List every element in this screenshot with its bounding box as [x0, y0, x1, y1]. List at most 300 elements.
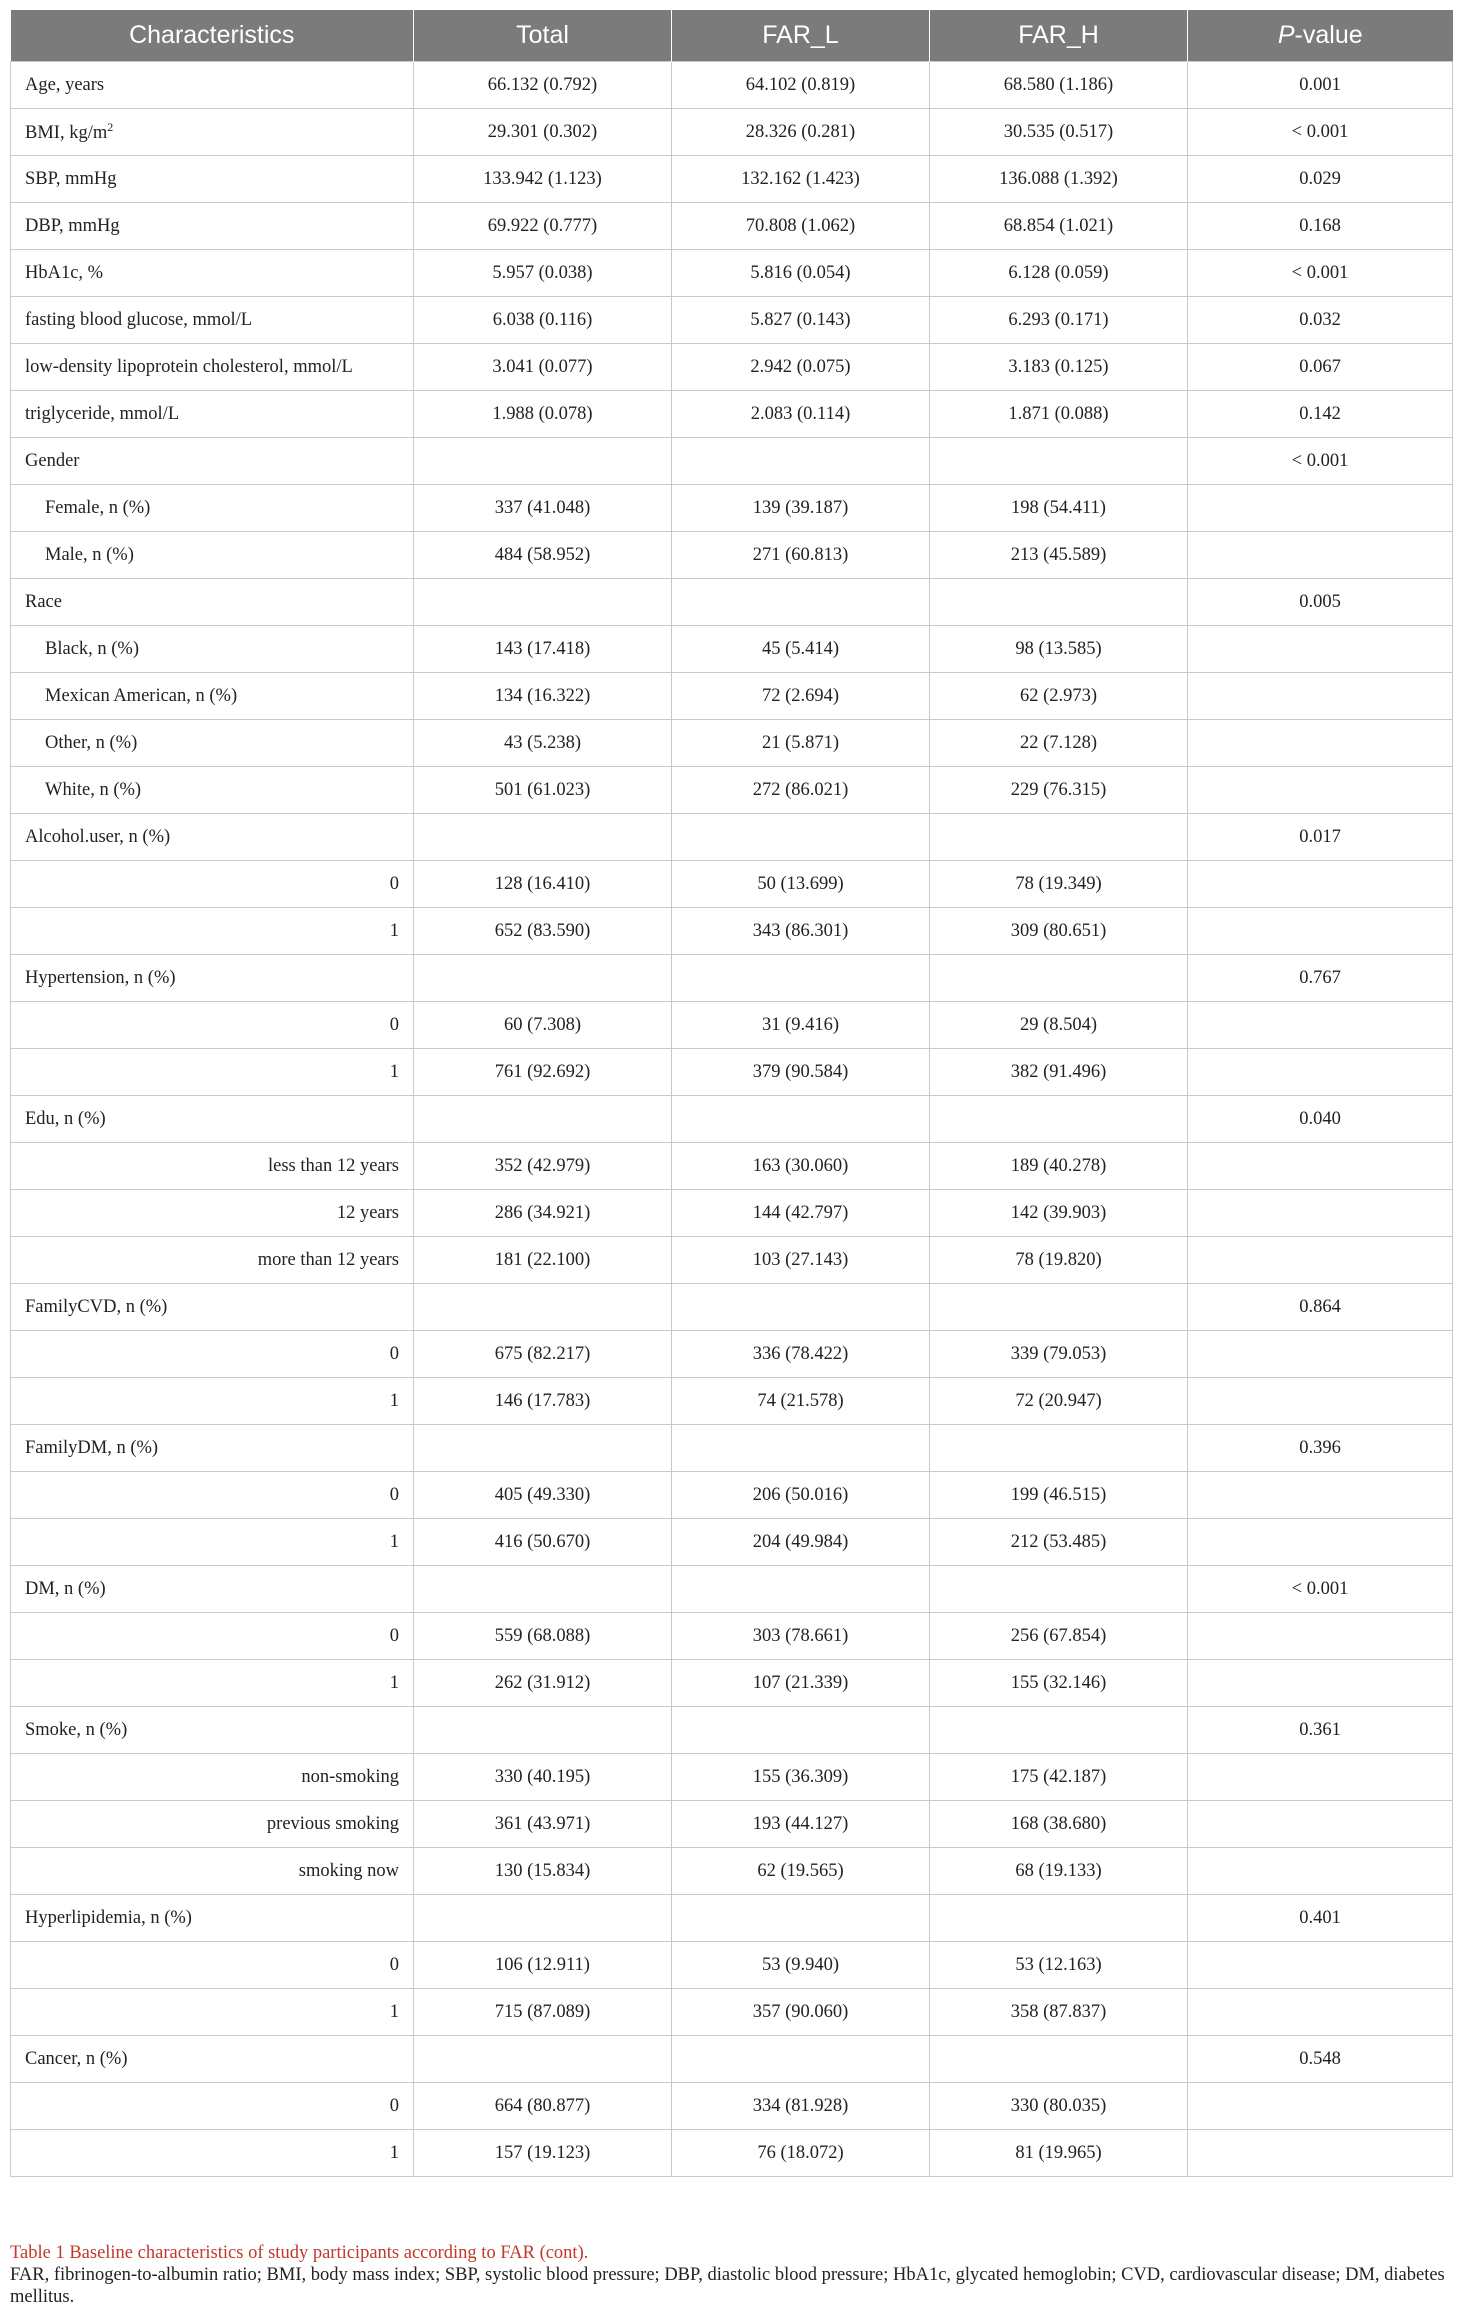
table-row — [11, 297, 1453, 344]
cell-total: 675 (82.217) — [414, 1331, 672, 1378]
cell-p-value — [1188, 1942, 1453, 1989]
row-label-text: 1 — [389, 1672, 399, 1693]
cell-far-l: 163 (30.060) — [672, 1143, 930, 1190]
row-label — [11, 2036, 414, 2083]
cell-p-value: < 0.001 — [1188, 250, 1453, 297]
cell-p-value: 0.005 — [1188, 579, 1453, 626]
header-p-rest: -value — [1294, 21, 1363, 49]
cell-far-l: 74 (21.578) — [672, 1378, 930, 1425]
row-label — [11, 1519, 414, 1566]
cell-far-l: 45 (5.414) — [672, 626, 930, 673]
table-row — [11, 1002, 1453, 1049]
row-label — [11, 1989, 414, 2036]
row-label-text: 1 — [389, 2001, 399, 2022]
cell-total — [414, 1096, 672, 1143]
table-row — [11, 1096, 1453, 1143]
cell-total: 66.132 (0.792) — [414, 62, 672, 109]
cell-far-h: 98 (13.585) — [930, 626, 1188, 673]
cell-total — [414, 1284, 672, 1331]
row-label-text: less than 12 years — [267, 1155, 399, 1176]
row-label-text: 0 — [389, 1014, 399, 1035]
cell-far-h: 29 (8.504) — [930, 1002, 1188, 1049]
table-row — [11, 1049, 1453, 1096]
cell-p-value — [1188, 1143, 1453, 1190]
cell-far-h — [930, 955, 1188, 1002]
table-row — [11, 1331, 1453, 1378]
cell-far-h: 213 (45.589) — [930, 532, 1188, 579]
cell-total — [414, 1895, 672, 1942]
cell-far-h: 358 (87.837) — [930, 1989, 1188, 2036]
cell-total: 361 (43.971) — [414, 1801, 672, 1848]
table-row — [11, 1895, 1453, 1942]
cell-far-l: 271 (60.813) — [672, 532, 930, 579]
cell-total: 60 (7.308) — [414, 1002, 672, 1049]
row-label-text: FamilyDM, n (%) — [25, 1437, 159, 1458]
table-row — [11, 1801, 1453, 1848]
row-label — [11, 626, 414, 673]
cell-far-h: 6.293 (0.171) — [930, 297, 1188, 344]
row-label-sup: 2 — [107, 119, 114, 134]
row-label-text: Alcohol.user, n (%) — [25, 826, 171, 847]
cell-far-l: 21 (5.871) — [672, 720, 930, 767]
cell-far-h: 199 (46.515) — [930, 1472, 1188, 1519]
cell-total: 6.038 (0.116) — [414, 297, 672, 344]
cell-far-l: 334 (81.928) — [672, 2083, 930, 2130]
row-label — [11, 1190, 414, 1237]
row-label-text: more than 12 years — [257, 1249, 399, 1270]
table-row — [11, 109, 1453, 156]
table-row — [11, 720, 1453, 767]
row-label — [11, 1049, 414, 1096]
cell-total — [414, 955, 672, 1002]
cell-far-l — [672, 438, 930, 485]
cell-far-h: 72 (20.947) — [930, 1378, 1188, 1425]
row-label — [11, 767, 414, 814]
cell-far-h — [930, 1425, 1188, 1472]
cell-total: 146 (17.783) — [414, 1378, 672, 1425]
table-row — [11, 156, 1453, 203]
cell-total: 664 (80.877) — [414, 2083, 672, 2130]
cell-total: 157 (19.123) — [414, 2130, 672, 2177]
cell-far-h: 229 (76.315) — [930, 767, 1188, 814]
table-caption — [10, 2242, 1452, 2308]
row-label — [11, 1096, 414, 1143]
cell-far-h: 136.088 (1.392) — [930, 156, 1188, 203]
cell-far-h: 330 (80.035) — [930, 2083, 1188, 2130]
cell-p-value — [1188, 532, 1453, 579]
cell-far-h — [930, 438, 1188, 485]
row-label-text: 1 — [389, 2142, 399, 2163]
table-row — [11, 1284, 1453, 1331]
cell-far-h: 189 (40.278) — [930, 1143, 1188, 1190]
cell-p-value: 0.168 — [1188, 203, 1453, 250]
table-row — [11, 1425, 1453, 1472]
cell-far-h — [930, 1895, 1188, 1942]
cell-far-l: 206 (50.016) — [672, 1472, 930, 1519]
cell-far-l: 272 (86.021) — [672, 767, 930, 814]
row-label — [11, 1002, 414, 1049]
cell-far-l: 303 (78.661) — [672, 1613, 930, 1660]
table-row — [11, 1190, 1453, 1237]
cell-p-value — [1188, 1801, 1453, 1848]
cell-total: 106 (12.911) — [414, 1942, 672, 1989]
cell-p-value — [1188, 673, 1453, 720]
row-label — [11, 297, 414, 344]
row-label-text: previous smoking — [266, 1813, 399, 1834]
row-label — [11, 485, 414, 532]
cell-total: 715 (87.089) — [414, 1989, 672, 2036]
row-label-text: Other, n (%) — [45, 732, 138, 753]
cell-far-l — [672, 1895, 930, 1942]
cell-total: 128 (16.410) — [414, 861, 672, 908]
cell-p-value: < 0.001 — [1188, 438, 1453, 485]
cell-total: 1.988 (0.078) — [414, 391, 672, 438]
cell-p-value — [1188, 1989, 1453, 2036]
table-row — [11, 1942, 1453, 1989]
row-label-text: Race — [25, 591, 62, 612]
cell-far-h: 198 (54.411) — [930, 485, 1188, 532]
row-label-text: non-smoking — [301, 1766, 399, 1787]
table-row — [11, 2083, 1453, 2130]
cell-total: 43 (5.238) — [414, 720, 672, 767]
cell-far-h: 81 (19.965) — [930, 2130, 1188, 2177]
cell-far-l: 139 (39.187) — [672, 485, 930, 532]
cell-far-l — [672, 2036, 930, 2083]
table-row — [11, 344, 1453, 391]
cell-total: 286 (34.921) — [414, 1190, 672, 1237]
cell-far-l: 132.162 (1.423) — [672, 156, 930, 203]
row-label-text: Cancer, n (%) — [25, 2048, 128, 2069]
row-label — [11, 955, 414, 1002]
table-body — [11, 62, 1453, 2177]
cell-far-l — [672, 955, 930, 1002]
cell-p-value — [1188, 485, 1453, 532]
cell-far-l — [672, 1284, 930, 1331]
table-row — [11, 861, 1453, 908]
row-label — [11, 1143, 414, 1190]
cell-far-h: 78 (19.820) — [930, 1237, 1188, 1284]
row-label — [11, 1942, 414, 1989]
cell-total: 330 (40.195) — [414, 1754, 672, 1801]
cell-total — [414, 1425, 672, 1472]
row-label-text: 12 years — [336, 1202, 399, 1223]
header-row — [11, 10, 1453, 62]
row-label-text: 0 — [389, 1484, 399, 1505]
cell-far-h: 6.128 (0.059) — [930, 250, 1188, 297]
cell-p-value — [1188, 2130, 1453, 2177]
table-row — [11, 2036, 1453, 2083]
table-row — [11, 1754, 1453, 1801]
row-label-text: Male, n (%) — [45, 544, 134, 565]
cell-far-l: 2.942 (0.075) — [672, 344, 930, 391]
cell-far-l: 70.808 (1.062) — [672, 203, 930, 250]
table-row — [11, 2130, 1453, 2177]
row-label — [11, 814, 414, 861]
cell-p-value: 0.767 — [1188, 955, 1453, 1002]
row-label-text: BMI, kg/m — [25, 123, 108, 144]
table-row — [11, 203, 1453, 250]
cell-p-value — [1188, 1049, 1453, 1096]
row-label — [11, 250, 414, 297]
cell-far-l: 72 (2.694) — [672, 673, 930, 720]
table-row — [11, 1989, 1453, 2036]
cell-far-h: 175 (42.187) — [930, 1754, 1188, 1801]
cell-total: 134 (16.322) — [414, 673, 672, 720]
row-label — [11, 62, 414, 109]
table-row — [11, 1378, 1453, 1425]
row-label — [11, 344, 414, 391]
cell-far-h: 256 (67.854) — [930, 1613, 1188, 1660]
cell-far-l — [672, 814, 930, 861]
row-label-text: Hyperlipidemia, n (%) — [25, 1907, 192, 1928]
row-label-text: Smoke, n (%) — [25, 1719, 128, 1740]
baseline-table — [10, 10, 1452, 2177]
cell-p-value: 0.864 — [1188, 1284, 1453, 1331]
row-label-text: Gender — [25, 450, 80, 471]
cell-p-value: 0.067 — [1188, 344, 1453, 391]
table-row — [11, 1237, 1453, 1284]
cell-far-h: 30.535 (0.517) — [930, 109, 1188, 156]
header-characteristics: Characteristics — [11, 10, 414, 62]
cell-far-l: 107 (21.339) — [672, 1660, 930, 1707]
cell-total: 484 (58.952) — [414, 532, 672, 579]
row-label-text: 1 — [389, 1531, 399, 1552]
cell-far-h: 212 (53.485) — [930, 1519, 1188, 1566]
cell-total — [414, 1707, 672, 1754]
table-row — [11, 532, 1453, 579]
cell-far-h: 78 (19.349) — [930, 861, 1188, 908]
cell-far-h — [930, 2036, 1188, 2083]
cell-far-h: 142 (39.903) — [930, 1190, 1188, 1237]
table-row — [11, 1519, 1453, 1566]
cell-total — [414, 1566, 672, 1613]
table-row — [11, 1143, 1453, 1190]
cell-total: 761 (92.692) — [414, 1049, 672, 1096]
cell-far-h — [930, 1096, 1188, 1143]
cell-p-value: 0.040 — [1188, 1096, 1453, 1143]
cell-total: 405 (49.330) — [414, 1472, 672, 1519]
table-row — [11, 391, 1453, 438]
cell-far-l: 103 (27.143) — [672, 1237, 930, 1284]
cell-p-value: 0.029 — [1188, 156, 1453, 203]
row-label — [11, 720, 414, 767]
cell-p-value: 0.361 — [1188, 1707, 1453, 1754]
cell-far-h: 62 (2.973) — [930, 673, 1188, 720]
cell-far-l: 31 (9.416) — [672, 1002, 930, 1049]
cell-far-l: 64.102 (0.819) — [672, 62, 930, 109]
cell-far-l — [672, 1707, 930, 1754]
cell-far-l: 343 (86.301) — [672, 908, 930, 955]
row-label-text: Hypertension, n (%) — [25, 967, 176, 988]
cell-p-value: 0.548 — [1188, 2036, 1453, 2083]
row-label-text: 0 — [389, 1343, 399, 1364]
row-label-text: FamilyCVD, n (%) — [25, 1296, 168, 1317]
cell-p-value — [1188, 1472, 1453, 1519]
cell-far-l: 53 (9.940) — [672, 1942, 930, 1989]
table-row — [11, 1613, 1453, 1660]
row-label-text: Age, years — [25, 74, 105, 95]
table-row — [11, 814, 1453, 861]
cell-total: 262 (31.912) — [414, 1660, 672, 1707]
table-row — [11, 955, 1453, 1002]
row-label — [11, 2083, 414, 2130]
cell-p-value — [1188, 1660, 1453, 1707]
cell-total — [414, 814, 672, 861]
row-label-text: 1 — [389, 920, 399, 941]
cell-total: 69.922 (0.777) — [414, 203, 672, 250]
cell-p-value — [1188, 1190, 1453, 1237]
cell-total: 501 (61.023) — [414, 767, 672, 814]
row-label — [11, 579, 414, 626]
row-label-text: 0 — [389, 873, 399, 894]
cell-far-l: 193 (44.127) — [672, 1801, 930, 1848]
table-row — [11, 767, 1453, 814]
data-table — [10, 10, 1453, 2177]
cell-far-l: 50 (13.699) — [672, 861, 930, 908]
row-label — [11, 391, 414, 438]
row-label — [11, 1754, 414, 1801]
table-row — [11, 673, 1453, 720]
cell-total: 337 (41.048) — [414, 485, 672, 532]
cell-p-value — [1188, 1331, 1453, 1378]
cell-p-value — [1188, 1378, 1453, 1425]
cell-far-h: 53 (12.163) — [930, 1942, 1188, 1989]
row-label — [11, 109, 414, 156]
row-label-text: fasting blood glucose, mmol/L — [25, 309, 253, 330]
cell-p-value — [1188, 626, 1453, 673]
row-label-text: smoking now — [298, 1860, 399, 1881]
cell-far-h — [930, 1566, 1188, 1613]
cell-p-value — [1188, 2083, 1453, 2130]
row-label — [11, 1425, 414, 1472]
header-far-l: FAR_L — [672, 10, 930, 62]
row-label-text: White, n (%) — [45, 779, 142, 800]
cell-p-value — [1188, 1613, 1453, 1660]
cell-p-value: < 0.001 — [1188, 1566, 1453, 1613]
row-label-text: Mexican American, n (%) — [45, 685, 238, 706]
cell-p-value — [1188, 1237, 1453, 1284]
row-label — [11, 1801, 414, 1848]
cell-p-value: 0.401 — [1188, 1895, 1453, 1942]
cell-total: 652 (83.590) — [414, 908, 672, 955]
cell-far-l — [672, 1566, 930, 1613]
table-row — [11, 579, 1453, 626]
caption-note: FAR, fibrinogen-to-albumin ratio; BMI, body mass index; SBP, systolic blood pressure; DBP, diastolic blood pressure; HbA1c, glycated hemoglobin; CVD, cardiovascular disease; DM, diabetes mellitus. — [10, 2265, 1445, 2307]
row-label — [11, 1237, 414, 1284]
header-total: Total — [414, 10, 672, 62]
table-row — [11, 908, 1453, 955]
cell-p-value: 0.001 — [1188, 62, 1453, 109]
header-p-italic: P — [1277, 21, 1295, 49]
cell-far-h: 339 (79.053) — [930, 1331, 1188, 1378]
cell-far-h: 1.871 (0.088) — [930, 391, 1188, 438]
cell-far-l: 62 (19.565) — [672, 1848, 930, 1895]
cell-far-h: 382 (91.496) — [930, 1049, 1188, 1096]
row-label-text: 0 — [389, 1625, 399, 1646]
table-row — [11, 438, 1453, 485]
cell-far-l: 144 (42.797) — [672, 1190, 930, 1237]
cell-total: 133.942 (1.123) — [414, 156, 672, 203]
cell-far-l: 76 (18.072) — [672, 2130, 930, 2177]
table-row — [11, 250, 1453, 297]
cell-far-h: 68.854 (1.021) — [930, 203, 1188, 250]
cell-far-h — [930, 579, 1188, 626]
cell-p-value — [1188, 767, 1453, 814]
cell-total: 143 (17.418) — [414, 626, 672, 673]
cell-p-value — [1188, 720, 1453, 767]
row-label — [11, 1848, 414, 1895]
cell-far-l: 5.827 (0.143) — [672, 297, 930, 344]
cell-p-value — [1188, 1848, 1453, 1895]
table-row — [11, 1472, 1453, 1519]
cell-p-value — [1188, 1519, 1453, 1566]
cell-p-value — [1188, 908, 1453, 955]
cell-far-h: 309 (80.651) — [930, 908, 1188, 955]
cell-far-l: 357 (90.060) — [672, 1989, 930, 2036]
table-row — [11, 1566, 1453, 1613]
row-label-text: SBP, mmHg — [25, 168, 117, 189]
cell-p-value — [1188, 1754, 1453, 1801]
row-label-text: Female, n (%) — [45, 497, 151, 518]
row-label-text: Edu, n (%) — [25, 1108, 106, 1129]
cell-p-value: 0.017 — [1188, 814, 1453, 861]
row-label — [11, 1895, 414, 1942]
row-label-text: 0 — [389, 2095, 399, 2116]
row-label — [11, 908, 414, 955]
row-label-text: DBP, mmHg — [25, 215, 120, 236]
cell-total: 416 (50.670) — [414, 1519, 672, 1566]
cell-far-l: 336 (78.422) — [672, 1331, 930, 1378]
row-label — [11, 673, 414, 720]
cell-total: 29.301 (0.302) — [414, 109, 672, 156]
row-label — [11, 1472, 414, 1519]
cell-far-h: 155 (32.146) — [930, 1660, 1188, 1707]
row-label — [11, 1378, 414, 1425]
cell-far-h: 3.183 (0.125) — [930, 344, 1188, 391]
row-label — [11, 1613, 414, 1660]
table-row — [11, 485, 1453, 532]
cell-total: 130 (15.834) — [414, 1848, 672, 1895]
row-label-text: triglyceride, mmol/L — [25, 403, 180, 424]
cell-far-h: 22 (7.128) — [930, 720, 1188, 767]
cell-far-h — [930, 1707, 1188, 1754]
cell-total: 352 (42.979) — [414, 1143, 672, 1190]
cell-total — [414, 579, 672, 626]
cell-far-h: 168 (38.680) — [930, 1801, 1188, 1848]
cell-far-l: 28.326 (0.281) — [672, 109, 930, 156]
cell-far-l — [672, 1425, 930, 1472]
row-label-text: 1 — [389, 1390, 399, 1411]
cell-p-value: 0.396 — [1188, 1425, 1453, 1472]
row-label-text: Black, n (%) — [45, 638, 140, 659]
cell-far-l: 2.083 (0.114) — [672, 391, 930, 438]
row-label — [11, 2130, 414, 2177]
row-label — [11, 1707, 414, 1754]
row-label-text: HbA1c, % — [25, 262, 104, 283]
cell-far-h — [930, 1284, 1188, 1331]
row-label-text: DM, n (%) — [25, 1578, 106, 1599]
row-label — [11, 156, 414, 203]
cell-p-value — [1188, 1002, 1453, 1049]
row-label-text: 1 — [389, 1061, 399, 1082]
cell-far-h — [930, 814, 1188, 861]
table-row — [11, 626, 1453, 673]
cell-p-value — [1188, 861, 1453, 908]
header-p-value — [1188, 10, 1453, 62]
table-row — [11, 1848, 1453, 1895]
row-label-text: low-density lipoprotein cholesterol, mmol/L — [25, 356, 353, 377]
cell-p-value: < 0.001 — [1188, 109, 1453, 156]
